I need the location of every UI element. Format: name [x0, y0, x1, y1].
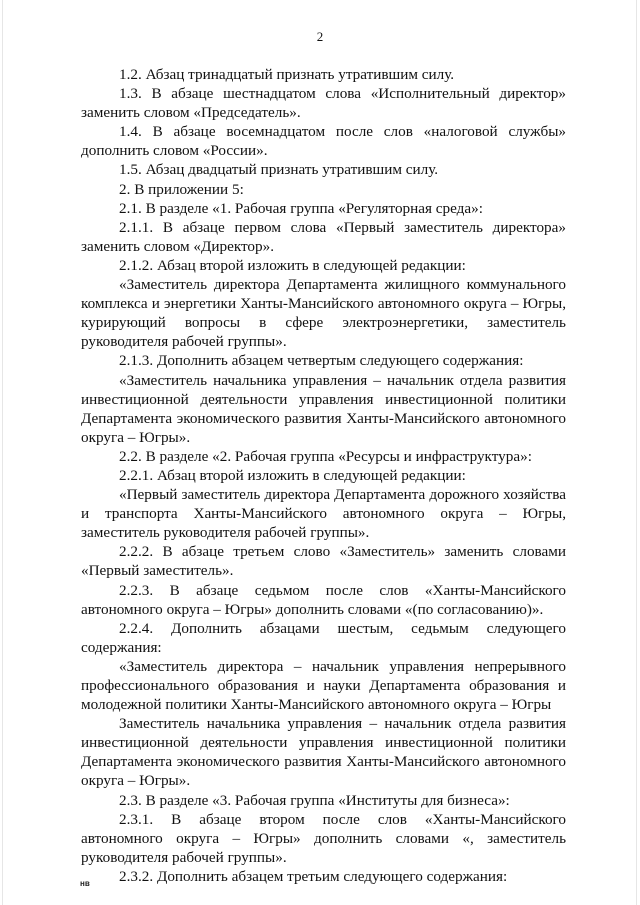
paragraph: 2.3. В разделе «3. Рабочая группа «Институты для бизнеса»: [119, 791, 510, 809]
scan-edge-left [2, 0, 3, 905]
paragraph: 2.2.2. В абзаце третьем слово «Заместитель» заменить словами «Первый заместитель». [81, 543, 566, 580]
paragraph: «Заместитель директора Департамента жилищного коммунального комплекса и энергетики Ханты-Мансийского автономного округа – Югры, курирующий вопросы в сфере электроэнергетики, заместитель руководителя рабочей группы». [81, 276, 566, 351]
paragraph: 1.5. Абзац двадцатый признать утратившим силу. [119, 161, 439, 179]
paragraph: 2. В приложении 5: [119, 180, 244, 198]
paragraph: 2.3.2. Дополнить абзацем третьим следующего содержания: [119, 867, 508, 885]
paragraph: 1.3. В абзаце шестнадцатом слова «Исполнительный директор» заменить словом «Председатель». [81, 85, 566, 122]
paragraph: 2.2.3. В абзаце седьмом после слов «Ханты-Мансийского автономного округа – Югры» дополнить словами «(по согласованию)». [81, 581, 566, 618]
scan-edge-right [636, 0, 637, 905]
paragraph: 1.2. Абзац тринадцатый признать утратившим силу. [119, 66, 455, 83]
paragraph: 2.2.4. Дополнить абзацами шестым, седьмым следующего содержания: [81, 619, 566, 656]
footer-mark: нв [80, 879, 90, 888]
paragraph: 2.1. В разделе «1. Рабочая группа «Регуляторная среда»: [119, 199, 483, 217]
paragraph: «Заместитель директора – начальник управления непрерывного профессионального образования и науки Департамента образования и молодежной политики Ханты-Мансийского автономного округа – Югры [81, 657, 566, 714]
paragraph: 2.3.1. В абзаце втором после слов «Ханты-Мансийского автономного округа – Югры» дополнить словами «, заместитель руководителя рабочей группы». [81, 810, 566, 866]
paragraph: 2.2.1. Абзац второй изложить в следующей редакции: [119, 466, 466, 484]
paragraph: 2.1.3. Дополнить абзацем четвертым следующего содержания: [119, 352, 524, 370]
paragraph: 1.4. В абзаце восемнадцатом после слов «налоговой службы» дополнить словом «России». [81, 123, 566, 160]
document-body [81, 65, 566, 886]
paragraph: «Заместитель начальника управления – начальник отдела развития инвестиционной деятельности управления инвестиционной политики Департамента экономического развития Ханты-Мансийского автономного округа – Югры». [81, 371, 566, 446]
paragraph: Заместитель начальника управления – начальник отдела развития инвестиционной деятельности управления инвестиционной политики Департамента экономического развития Ханты-Мансийского автономного округа – Югры». [81, 715, 566, 790]
paragraph: 2.1.1. В абзаце первом слова «Первый заместитель директора» заменить словом «Директор». [81, 218, 566, 255]
page-number: 2 [316, 29, 324, 44]
paragraph: «Первый заместитель директора Департамента дорожного хозяйства и транспорта Ханты-Мансийского автономного округа – Югры, заместитель руководителя рабочей группы». [81, 486, 566, 542]
paragraph: 2.2. В разделе «2. Рабочая группа «Ресурсы и инфраструктура»: [119, 447, 532, 465]
paragraph: 2.1.2. Абзац второй изложить в следующей редакции: [119, 256, 466, 274]
